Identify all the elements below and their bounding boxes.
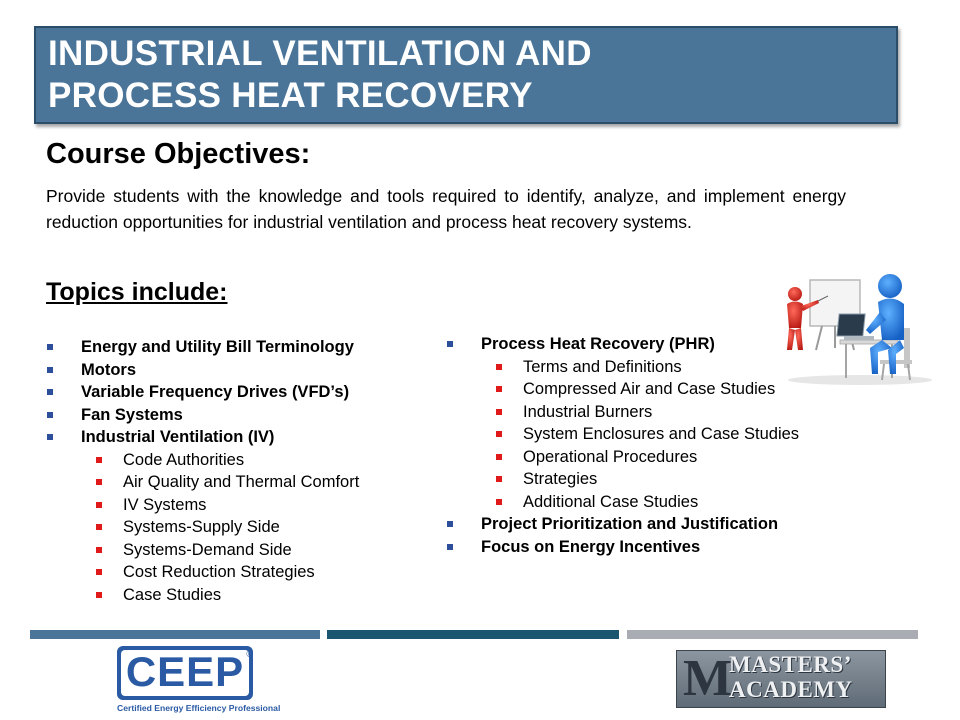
ceep-logo-word: CEEP	[125, 648, 245, 695]
objectives-heading: Course Objectives:	[46, 138, 311, 170]
red-square-bullet-icon	[496, 431, 502, 437]
red-square-bullet-icon	[96, 547, 102, 553]
ceep-logo	[117, 646, 281, 716]
topic-item	[46, 359, 359, 382]
square-bullet-icon	[47, 367, 53, 373]
masters-logo-line-1: MASTERS’	[729, 652, 852, 677]
red-square-bullet-icon	[496, 499, 502, 505]
topic-label: Industrial Burners	[523, 402, 653, 421]
topic-label: Cost Reduction Strategies	[123, 563, 315, 581]
topic-item	[446, 423, 799, 446]
topic-label: Industrial Ventilation (IV)	[81, 428, 275, 446]
topic-item	[446, 446, 799, 469]
square-bullet-icon	[447, 521, 453, 527]
topic-item	[46, 539, 359, 562]
topic-item	[46, 494, 359, 517]
topic-item	[446, 378, 799, 401]
topic-item	[46, 471, 359, 494]
topic-item	[446, 333, 799, 356]
presenter-illustration-icon	[770, 268, 934, 386]
red-square-bullet-icon	[96, 502, 102, 508]
topic-label: Compressed Air and Case Studies	[523, 380, 776, 398]
square-bullet-icon	[447, 544, 453, 550]
red-square-bullet-icon	[496, 386, 502, 392]
topic-item	[46, 516, 359, 539]
square-bullet-icon	[47, 389, 53, 395]
square-bullet-icon	[47, 344, 53, 350]
topic-item	[446, 491, 799, 514]
topic-label: Systems-Supply Side	[123, 518, 280, 536]
topic-label: System Enclosures and Case Studies	[523, 425, 800, 443]
topic-item	[446, 468, 799, 491]
footer-stripe-blue	[30, 630, 320, 639]
topic-label: Variable Frequency Drives (VFD’s)	[81, 383, 350, 401]
red-square-bullet-icon	[496, 454, 502, 460]
topic-label: Code Authorities	[123, 450, 245, 469]
topic-item	[46, 336, 359, 359]
topic-item	[46, 381, 359, 404]
topic-label: Air Quality and Thermal Comfort	[123, 473, 360, 491]
topic-item	[446, 536, 799, 559]
topic-label: Project Prioritization and Justification	[481, 515, 779, 533]
topic-item	[46, 426, 359, 449]
masters-logo-line-2: ACADEMY	[729, 677, 853, 702]
topic-item	[446, 401, 799, 424]
topic-label: Fan Systems	[81, 405, 183, 424]
topic-item	[46, 561, 359, 584]
square-bullet-icon	[47, 434, 53, 440]
ceep-registered-mark: ®	[246, 649, 253, 659]
topic-item	[446, 356, 799, 379]
objectives-text: Provide students with the knowledge and tools required to identify, analyze, and implement energy reduction opportunities for industrial ventilation and process heat recovery systems.	[46, 186, 846, 232]
ceep-tagline: Certified Energy Efficiency Professional	[117, 703, 281, 713]
topics-list-left	[46, 336, 359, 606]
red-square-bullet-icon	[96, 592, 102, 598]
topic-label: Focus on Energy Incentives	[481, 537, 701, 556]
topic-label: Systems-Demand Side	[123, 540, 292, 559]
topics-list-right	[446, 333, 799, 558]
masters-academy-logo	[676, 650, 886, 708]
masters-logo-emblem: M	[683, 650, 733, 707]
topic-item	[446, 513, 799, 536]
red-square-bullet-icon	[96, 569, 102, 575]
topic-label: Terms and Definitions	[523, 357, 682, 376]
title-line-1: INDUSTRIAL VENTILATION AND	[48, 34, 592, 73]
red-square-bullet-icon	[96, 524, 102, 530]
topic-label: Additional Case Studies	[523, 492, 699, 511]
topic-item	[46, 404, 359, 427]
red-square-bullet-icon	[96, 479, 102, 485]
topic-label: Process Heat Recovery (PHR)	[481, 335, 715, 353]
topic-label: Strategies	[523, 470, 598, 488]
footer-stripe-teal	[327, 630, 619, 639]
square-bullet-icon	[47, 412, 53, 418]
red-square-bullet-icon	[496, 409, 502, 415]
red-square-bullet-icon	[496, 364, 502, 370]
topic-label: Case Studies	[123, 585, 222, 604]
footer-stripe-gray	[627, 630, 918, 639]
title-line-2: PROCESS HEAT RECOVERY	[48, 76, 533, 115]
topic-item	[46, 449, 359, 472]
red-square-bullet-icon	[496, 476, 502, 482]
topic-label: IV Systems	[123, 495, 207, 514]
square-bullet-icon	[447, 341, 453, 347]
title-banner	[34, 26, 898, 124]
topics-heading: Topics include:	[46, 278, 228, 306]
topic-item	[46, 584, 359, 607]
red-square-bullet-icon	[96, 457, 102, 463]
topic-label: Operational Procedures	[523, 447, 698, 466]
topic-label: Motors	[81, 360, 136, 379]
topic-label: Energy and Utility Bill Terminology	[81, 338, 354, 356]
